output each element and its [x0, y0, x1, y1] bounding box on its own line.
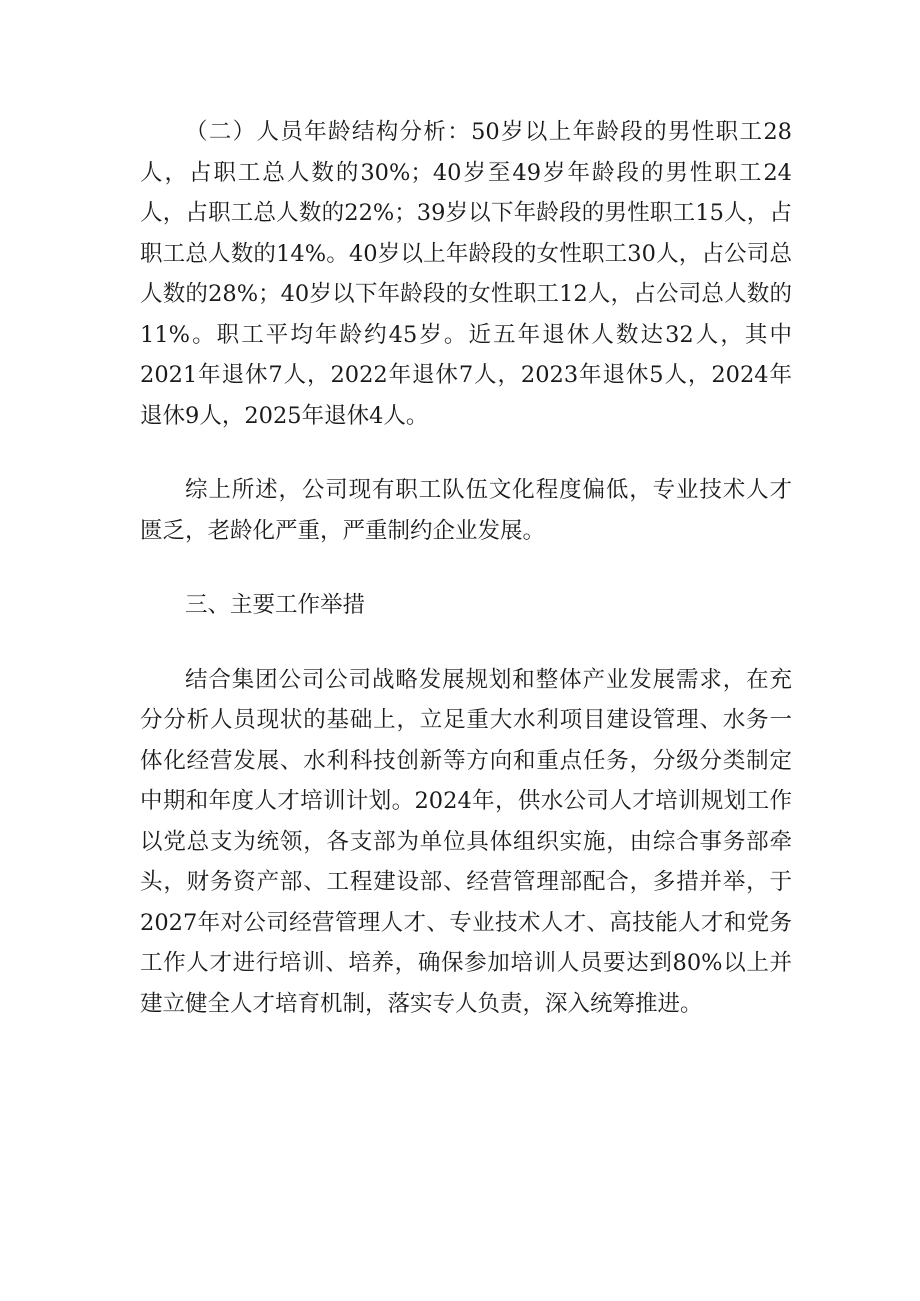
section-heading: 三、主要工作举措 [185, 592, 366, 618]
age-structure-paragraph: （二）人员年龄结构分析：50岁以上年龄段的男性职工28人，占职工总人数的30%；40岁至49岁年龄段的男性职工24人，占职工总人数的22%；39岁以下年龄段的男性职工15人，占职工总人数的14%。40岁以上年龄段的女性职工30人，占公司总人数的28%；40岁以下年龄段的女性职工12人，占公司总人数的11%。职工平均年龄约45岁。近五年退休人数达32人，其中2021年退休7人，2022年退休7人，2023年退休5人，2024年退休9人，2025年退休4人。 [140, 119, 792, 429]
measures-paragraph: 结合集团公司公司战略发展规划和整体产业发展需求，在充分分析人员现状的基础上，立足重大水利项目建设管理、水务一体化经营发展、水利科技创新等方向和重点任务，分级分类制定中期和年度人才培训计划。2024年，供水公司人才培训规划工作以党总支为统领，各支部为单位具体组织实施，由综合事务部牵头，财务资产部、工程建设部、经营管理部配合，多措并举，于2027年对公司经营管理人才、专业技术人才、高技能人才和党务工作人才进行培训、培养，确保参加培训人员要达到80%以上并建立健全人才培育机制，落实专人负责，深入统筹推进。 [140, 666, 792, 1017]
document-body [140, 112, 792, 1024]
summary-paragraph: 综上所述，公司现有职工队伍文化程度偏低，专业技术人才匮乏，老龄化严重，严重制约企业发展。 [140, 477, 792, 544]
